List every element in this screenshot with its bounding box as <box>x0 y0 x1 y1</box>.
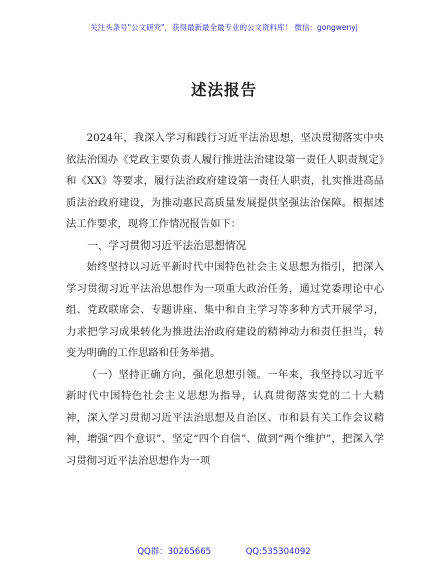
footer-qq-group: QQ群：30265665 <box>137 547 212 557</box>
document-body <box>66 128 384 472</box>
section-1-paragraph: 始终坚持以习近平新时代中国特色社会主义思想为指引，把深入学习贯彻习近平法治思想作为一项重大政治任务，通过党委理论中心组、党政联席会、专题讲座、集中和自主学习等多种方式开展学习，力求把学习成果转化为推进法治政府建设的精神动力和责任担当，转变为明确的工作思路和任务举措。 <box>66 261 384 359</box>
subsection-1-paragraph: （一）坚持正确方向，强化思想引领。一年来，我坚持以习近平新时代中国特色社会主义思想为指导，认真贯彻落实党的二十大精神，深入学习贯彻习近平法治思想及自治区、市和县有关工作会议精神，增强“四个意识”、坚定“四个自信”、做到“两个维护”，把深入学习贯彻习近平法治思想作为一项 <box>66 368 384 467</box>
document-title: 述法报告 <box>190 81 257 99</box>
section-heading-1: 一、学习贯彻习近平法治思想情况 <box>87 239 247 252</box>
footer <box>0 545 448 557</box>
intro-paragraph: 2024年，我深入学习和践行习近平法治思想，坚决贯彻落实中央依法治国办《党政主要负责人履行推进法治建设第一责任人职责规定》和《XX》等要求，履行法治政府建设第一责任人职责，扎实推进高品质法治政府建设，为推动惠民高质量发展提供坚强法治保障。根据述法工作要求，现将工作情况报告如下： <box>66 132 384 230</box>
footer-qq-number: QQ:535304092 <box>245 547 311 557</box>
header-banner: 关注头条号"公文研究"，获得最新最全最专业的公文资料库！ 微信：gongwenyj <box>90 23 358 32</box>
